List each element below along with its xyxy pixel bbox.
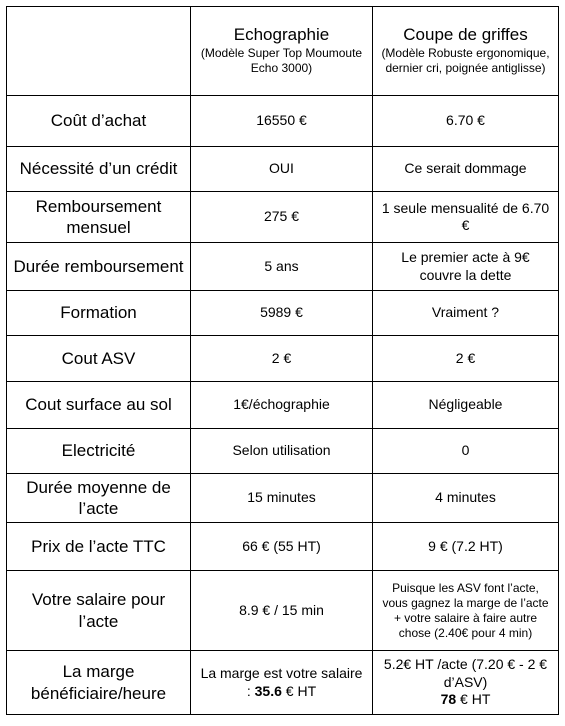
coupe-griffes-value: Puisque les ASV font l’acte, vous gagnez la marge de l’acte + votre salaire à faire autre chose (2.40€ pour 4 min) — [373, 571, 559, 651]
row-label: Nécessité d’un crédit — [7, 147, 191, 192]
table-row — [7, 571, 559, 651]
row-label: Remboursement mensuel — [7, 192, 191, 243]
echographie-title: Echographie — [233, 25, 330, 45]
echographie-subtitle: (Modèle Super Top Moumoute Echo 3000) — [200, 45, 363, 76]
marge-suffix: € HT — [456, 691, 491, 708]
echographie-value: 5 ans — [191, 243, 373, 291]
echographie-value: 2 € — [191, 336, 373, 382]
header-empty-cell — [7, 7, 191, 96]
coupe-griffes-value: 6.70 € — [373, 96, 559, 147]
table-row — [7, 291, 559, 336]
row-label: Durée remboursement — [7, 243, 191, 291]
coupe-griffes-value: 9 € (7.2 HT) — [373, 523, 559, 571]
echographie-value: 8.9 € / 15 min — [191, 571, 373, 651]
row-label: Coût d’achat — [7, 96, 191, 147]
row-label: Prix de l’acte TTC — [7, 523, 191, 571]
coupe-griffes-value — [373, 651, 559, 715]
row-label: Formation — [7, 291, 191, 336]
table-row — [7, 474, 559, 523]
marge-bold-value: 78 — [440, 691, 457, 708]
echographie-value: 66 € (55 HT) — [191, 523, 373, 571]
header-coupe-griffes — [373, 7, 559, 96]
header-row — [7, 7, 559, 96]
table-row — [7, 96, 559, 147]
echographie-value: 275 € — [191, 192, 373, 243]
row-label: Cout ASV — [7, 336, 191, 382]
coupe-griffes-value: 0 — [373, 429, 559, 474]
echographie-value: 15 minutes — [191, 474, 373, 523]
coupe-griffes-value: Négligeable — [373, 382, 559, 429]
coupe-griffes-value: Le premier acte à 9€ couvre la dette — [373, 243, 559, 291]
coupe-griffes-subtitle: (Modèle Robuste ergonomique, dernier cri, poignée antiglisse) — [381, 45, 550, 76]
header-echographie — [191, 7, 373, 96]
marge-bold-value: 35.6 — [254, 682, 282, 699]
coupe-griffes-value: 4 minutes — [373, 474, 559, 523]
marge-text: La marge est votre salaire : — [200, 665, 363, 699]
table-row — [7, 336, 559, 382]
row-label: Durée moyenne de l’acte — [7, 474, 191, 523]
table-row — [7, 523, 559, 571]
coupe-griffes-value: 2 € — [373, 336, 559, 382]
row-label: Cout surface au sol — [7, 382, 191, 429]
echographie-value: OUI — [191, 147, 373, 192]
echographie-value — [191, 651, 373, 715]
row-label: Electricité — [7, 429, 191, 474]
coupe-griffes-title: Coupe de griffes — [403, 25, 528, 45]
marge-suffix: € HT — [281, 682, 317, 699]
marge-text: 5.2€ HT /acte (7.20 € - 2 € d’ASV) — [383, 656, 548, 690]
table-row — [7, 429, 559, 474]
row-label: La marge bénéficiaire/heure — [7, 651, 191, 715]
table-row — [7, 147, 559, 192]
table-row — [7, 192, 559, 243]
echographie-value: 16550 € — [191, 96, 373, 147]
coupe-griffes-value: Vraiment ? — [373, 291, 559, 336]
coupe-griffes-value: Ce serait dommage — [373, 147, 559, 192]
coupe-griffes-value: 1 seule mensualité de 6.70 € — [373, 192, 559, 243]
table-row — [7, 243, 559, 291]
echographie-value: 5989 € — [191, 291, 373, 336]
row-label: Votre salaire pour l’acte — [7, 571, 191, 651]
echographie-value: 1€/échographie — [191, 382, 373, 429]
echographie-value: Selon utilisation — [191, 429, 373, 474]
table-row-marge — [7, 651, 559, 715]
table-row — [7, 382, 559, 429]
comparison-table — [6, 6, 559, 715]
